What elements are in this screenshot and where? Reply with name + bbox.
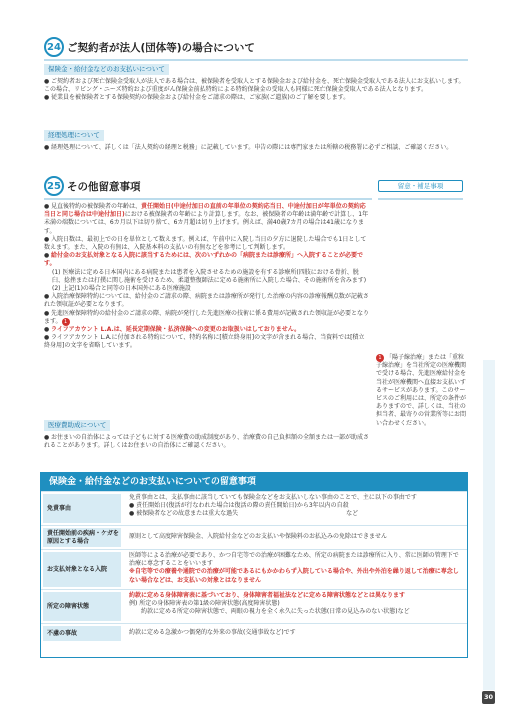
row-label: お支払対象となる入院 — [43, 552, 121, 587]
subsection-tag: 経理処理について — [44, 130, 104, 141]
table-row — [41, 491, 467, 525]
list-item: ● ライフアカウント L.A.に付加される特約について、特約名称に[積立終身用]の文字が含まれる場合、当資料では[積立終身用]の文字を省略しています。 — [44, 334, 365, 350]
list-item: ● 入院治療保障特約については、給付金のご請求の際、病院または診療所が発行した治療の内容の診療報酬点数が記載された領収証が必要となります。 — [44, 293, 369, 309]
table-row — [41, 525, 467, 549]
row-label: 責任開始前の疾病・ケガを原因とする場合 — [43, 528, 121, 547]
row-label: 免責事由 — [43, 494, 121, 523]
row-body: 約款に定める身体障害表に基づいており、身体障害者福祉法などに定める障害状態などとは異なります 例) 所定の身体障害表の第1級の障害状態(高度障害状態) 約款に定める所定の障害状態で、両眼の視力を全く永久に失った状態(日常の見込みのない状態)など — [129, 592, 410, 616]
section-number-badge: 25 — [44, 176, 64, 196]
side-tab — [483, 360, 495, 690]
paragraph-block — [44, 203, 370, 351]
row-body: 約款に定める急激かつ偶発的な外来の事故(交通事故など)です — [129, 629, 296, 637]
paragraph-block — [44, 78, 468, 103]
subsection-tag: 保険金・給付金などのお支払いについて — [44, 64, 169, 75]
row-body: 原則として高度障害保険金、入院給付金などのお支払いや保険料のお払込みの免除はできません — [129, 533, 388, 541]
list-item: ● 給付金のお支払対象となる入院に該当するためには、次のいずれかの「病院または診療所」へ入院することが必要です。 — [44, 252, 364, 268]
table-row — [41, 589, 467, 623]
divider — [44, 198, 372, 200]
divider — [44, 59, 468, 61]
note-badge: 1 — [62, 318, 70, 326]
section-number-badge: 24 — [44, 37, 64, 57]
row-label: 所定の障害状態 — [43, 592, 121, 621]
row-body: 免責事由とは、支払事由に該当していても保険金などをお支払いしない事由のことで、主に以下の事由です ● 責任開始日(復活が行なわれた場合は復活の際の責任開始日)から3年以内の自殺 ● 被保険者などの故意または重大な過失 など — [129, 494, 417, 518]
list-item: ● 見直後特約の被保険者の年齢は、責任開始日(中途付加日の直前の年単位の契約応当日、中途付加日が年単位の契約応当日と同じ場合は中途付加日)における被保険者の年齢により計算します。なお、被保険者の年齢は満年齢で計算し、1年未満の端数については、6カ月以下は切り捨て、6カ月超は切り上げます。例えば、満40歳7カ月の場合は41歳になります。 — [44, 203, 369, 235]
list-item: ● 従業員を被保険者とする保険契約の保険金および給付金をご請求の際は、ご家族(ご遺族)のご了解を要します。 — [44, 94, 350, 102]
side-note: 1 「陽子線治療」または「重粒子線治療」を当社所定の医療機関で受ける場合、先進医療給付金を当社が医療機関へ直接お支払いするサービスがあります。このサービスのご利用には、所定の条件がありますので、詳しくは、当社の担当者、最寄りの営業所等にお問い合わせください。 — [376, 354, 467, 427]
table-title: 保険金・給付金などのお支払いについての留意事項 — [41, 473, 467, 491]
page-number: 30 — [482, 691, 495, 704]
row-body: 医師等による治療が必要であり、かつ自宅等での治療が困難なため、所定の病院または診療所に入り、常に医師の管理下で治療に専念することをいいます ※自宅等での療養や通院での治療が可能であるにもかかわらず入院している場合や、外出や外泊を繰り返して治療に専念しない場合などは、お支払いの対象とはなりません — [129, 552, 459, 584]
table-row — [41, 549, 467, 589]
list-item: ● お住まいの自治体によっては子どもに対する医療費の助成制度があり、治療費の自己負担額の全額または一部が助成されることがあります。詳しくはお住まいの自治体にご確認ください。 — [44, 434, 370, 450]
notes-table — [40, 472, 468, 658]
section-title: その他留意事項 — [67, 180, 141, 193]
list-item: ● ライフアカウント L.A.は、延長定期保険・払済保険への変更のお取扱いはしておりません。 — [44, 326, 301, 334]
section-25-header — [44, 176, 141, 196]
list-item: ● 入院日数は、最初上での日を単位として数えます。例えば、午前中に入院し当日の夕方に退院した場合でも1日として数えます。また、入院の有無は、入院基本料の支払いの有無などを参考にして判断します。 — [44, 235, 367, 252]
list-item: ● 経理処理について、詳しくは「法人契約の経理と税務」に記載しています。申告の際には専門家または所轄の税務署に必ずご相談、ご確認ください。 — [44, 144, 453, 151]
list-item: ● ご契約者および死亡保険金受取人が法人である場合は、被保険者を受取人とする保険金および給付金を、死亡保険金受取人である法人にお支払いします。この場合、リビング・ニーズ特約および重度がん保険金前払特約による特約保険金の受取人も同様に死亡保険金受取人である法人となります。 — [44, 78, 465, 94]
row-label: 不慮の事故 — [43, 626, 121, 641]
list-subitem: (1) 医療法に定める日本国内にある病院または患者を入院させるための施設を有する診療所(四肢における骨折、脱臼、捻挫または打撲に関し施術を受けるため、柔道整復師法に定める施術所に入院した場合、その施術所を含みます) — [52, 268, 367, 284]
subsection-tag: 医療費助成について — [44, 420, 110, 431]
section-24-header — [44, 37, 255, 57]
section-title: ご契約者が法人(団体等)の場合について — [67, 41, 255, 54]
divider — [378, 198, 463, 200]
side-notes-header: 留意・補足事項 — [378, 180, 463, 192]
list-item: ● 先進医療保障特約の給付金のご請求の際、病院が発行した先進医療の技術に係る費用が記載された領収証が必要となります。 1 — [44, 309, 370, 325]
paragraph-block — [44, 434, 370, 450]
note-badge: 1 — [376, 354, 384, 362]
paragraph-block — [44, 144, 468, 152]
list-subitem: (2) 上記(1)の場合と同等の日本国外にある医療施設 — [52, 285, 191, 293]
table-row — [41, 623, 467, 643]
